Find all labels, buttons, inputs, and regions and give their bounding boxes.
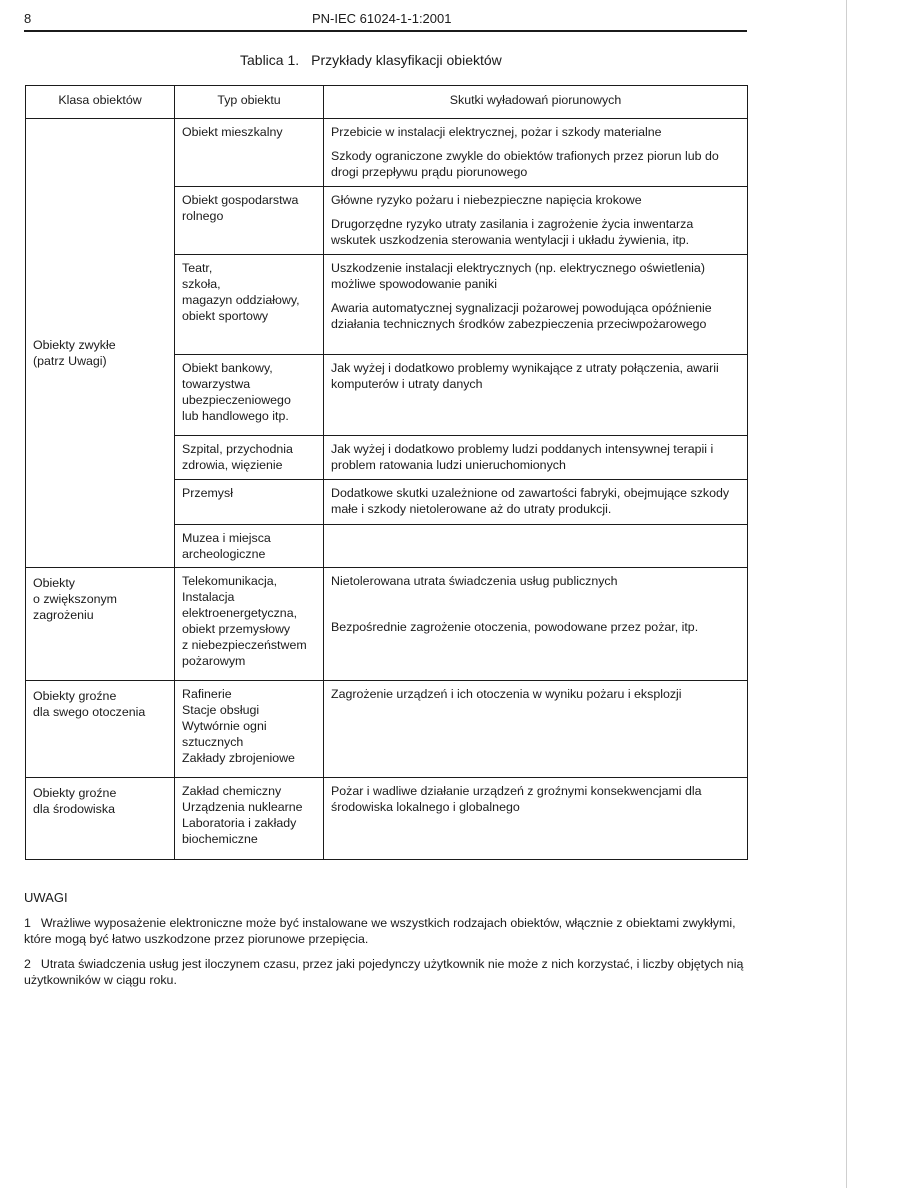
effect-text: Pożar i wadliwe działanie urządzeń z groźnymi konsekwencjami dla środowiska lokalnego i globalnego bbox=[331, 784, 702, 814]
class-cell: Obiekty groźne dla swego otoczenia bbox=[26, 681, 175, 778]
type-cell: Teatr, szkoła, magazyn oddziałowy, obiekt sportowy bbox=[175, 255, 324, 355]
type-cell: Obiekt mieszkalny bbox=[175, 119, 324, 187]
page-edge-line bbox=[846, 0, 847, 1188]
notes-title: UWAGI bbox=[24, 890, 68, 905]
effect-text: Przebicie w instalacji elektrycznej, pożar i szkody materialne bbox=[331, 125, 662, 139]
column-header-effects: Skutki wyładowań piorunowych bbox=[324, 86, 748, 119]
effect-text: Dodatkowe skutki uzależnione od zawartości fabryki, obejmujące szkody małe i szkody nietolerowane aż do utraty produkcji. bbox=[331, 486, 730, 516]
effect-text: Awaria automatycznej sygnalizacji pożarowej powodująca opóźnienie działania technicznych środków zabezpieczenia przeciwpożarowego bbox=[331, 301, 712, 331]
table-caption-label: Tablica 1. bbox=[240, 52, 300, 68]
note-item bbox=[24, 915, 750, 947]
effects-cell bbox=[324, 681, 748, 778]
effect-text: Główne ryzyko pożaru i niebezpieczne napięcia krokowe bbox=[331, 193, 642, 207]
table-row bbox=[26, 568, 748, 681]
class-cell: Obiekty groźne dla środowiska bbox=[26, 778, 175, 860]
effects-cell bbox=[324, 480, 748, 525]
type-cell: Rafinerie Stacje obsługi Wytwórnie ogni sztucznych Zakłady zbrojeniowe bbox=[175, 681, 324, 778]
effect-text: Drugorzędne ryzyko utraty zasilania i zagrożenie życia inwentarza wskutek uszkodzenia sterowania wentylacji i układu żywienia, itp. bbox=[331, 217, 694, 247]
header-rule bbox=[24, 30, 747, 32]
class-cell: Obiekty o zwiększonym zagrożeniu bbox=[26, 568, 175, 681]
type-cell: Przemysł bbox=[175, 480, 324, 525]
classification-table bbox=[25, 85, 748, 860]
notes-section bbox=[24, 890, 750, 997]
type-cell: Zakład chemiczny Urządzenia nuklearne Laboratoria i zakłady biochemiczne bbox=[175, 778, 324, 860]
type-cell: Muzea i miejsca archeologiczne bbox=[175, 525, 324, 568]
effect-text: Uszkodzenie instalacji elektrycznych (np. elektrycznego oświetlenia) możliwe spowodowanie paniki bbox=[331, 261, 705, 291]
effect-text: Bezpośrednie zagrożenie otoczenia, powodowane przez pożar, itp. bbox=[331, 620, 699, 634]
note-number: 2 bbox=[24, 957, 31, 971]
effects-cell bbox=[324, 525, 748, 568]
effects-cell bbox=[324, 255, 748, 355]
table-header-row bbox=[26, 86, 748, 119]
class-cell: Obiekty zwykłe (patrz Uwagi) bbox=[26, 119, 175, 568]
effect-text: Zagrożenie urządzeń i ich otoczenia w wyniku pożaru i eksplozji bbox=[331, 687, 682, 701]
note-text: Wrażliwe wyposażenie elektroniczne może być instalowane we wszystkich rodzajach obiektów, włącznie z obiektami zwykłymi, które mogą być łatwo uszkodzone przez piorunowe przepięcia. bbox=[24, 916, 736, 946]
note-item bbox=[24, 956, 750, 988]
table-row bbox=[26, 681, 748, 778]
effect-text: Szkody ograniczone zwykle do obiektów trafionych przez piorun lub do drogi przepływu prądu piorunowego bbox=[331, 149, 719, 179]
type-cell: Szpital, przychodnia zdrowia, więzienie bbox=[175, 436, 324, 480]
table-caption bbox=[240, 52, 502, 68]
type-cell: Obiekt bankowy, towarzystwa ubezpieczeniowego lub handlowego itp. bbox=[175, 355, 324, 436]
column-header-class: Klasa obiektów bbox=[26, 86, 175, 119]
table-caption-title: Przykłady klasyfikacji obiektów bbox=[311, 52, 502, 68]
table-row bbox=[26, 119, 748, 187]
effect-text: Jak wyżej i dodatkowo problemy wynikające z utraty połączenia, awarii komputerów i utraty danych bbox=[331, 361, 719, 391]
effects-cell bbox=[324, 778, 748, 860]
page-number: 8 bbox=[24, 11, 32, 26]
type-cell: Obiekt gospodarstwa rolnego bbox=[175, 187, 324, 255]
effects-cell bbox=[324, 568, 748, 681]
effects-cell bbox=[324, 355, 748, 436]
note-text: Utrata świadczenia usług jest iloczynem czasu, przez jaki pojedynczy użytkownik nie może z nich korzystać, i liczby objętych nią użytkowników w ciągu roku. bbox=[24, 957, 744, 987]
type-cell: Telekomunikacja, Instalacja elektroenergetyczna, obiekt przemysłowy z niebezpieczeństwem pożarowym bbox=[175, 568, 324, 681]
table-row bbox=[26, 778, 748, 860]
effects-cell bbox=[324, 119, 748, 187]
note-number: 1 bbox=[24, 916, 31, 930]
standard-id: PN-IEC 61024-1-1:2001 bbox=[312, 11, 452, 26]
effect-text: Nietolerowana utrata świadczenia usług publicznych bbox=[331, 574, 618, 588]
effect-text: Jak wyżej i dodatkowo problemy ludzi poddanych intensywnej terapii i problem ratowania ludzi unieruchomionych bbox=[331, 442, 714, 472]
column-header-type: Typ obiektu bbox=[175, 86, 324, 119]
effects-cell bbox=[324, 187, 748, 255]
effects-cell bbox=[324, 436, 748, 480]
